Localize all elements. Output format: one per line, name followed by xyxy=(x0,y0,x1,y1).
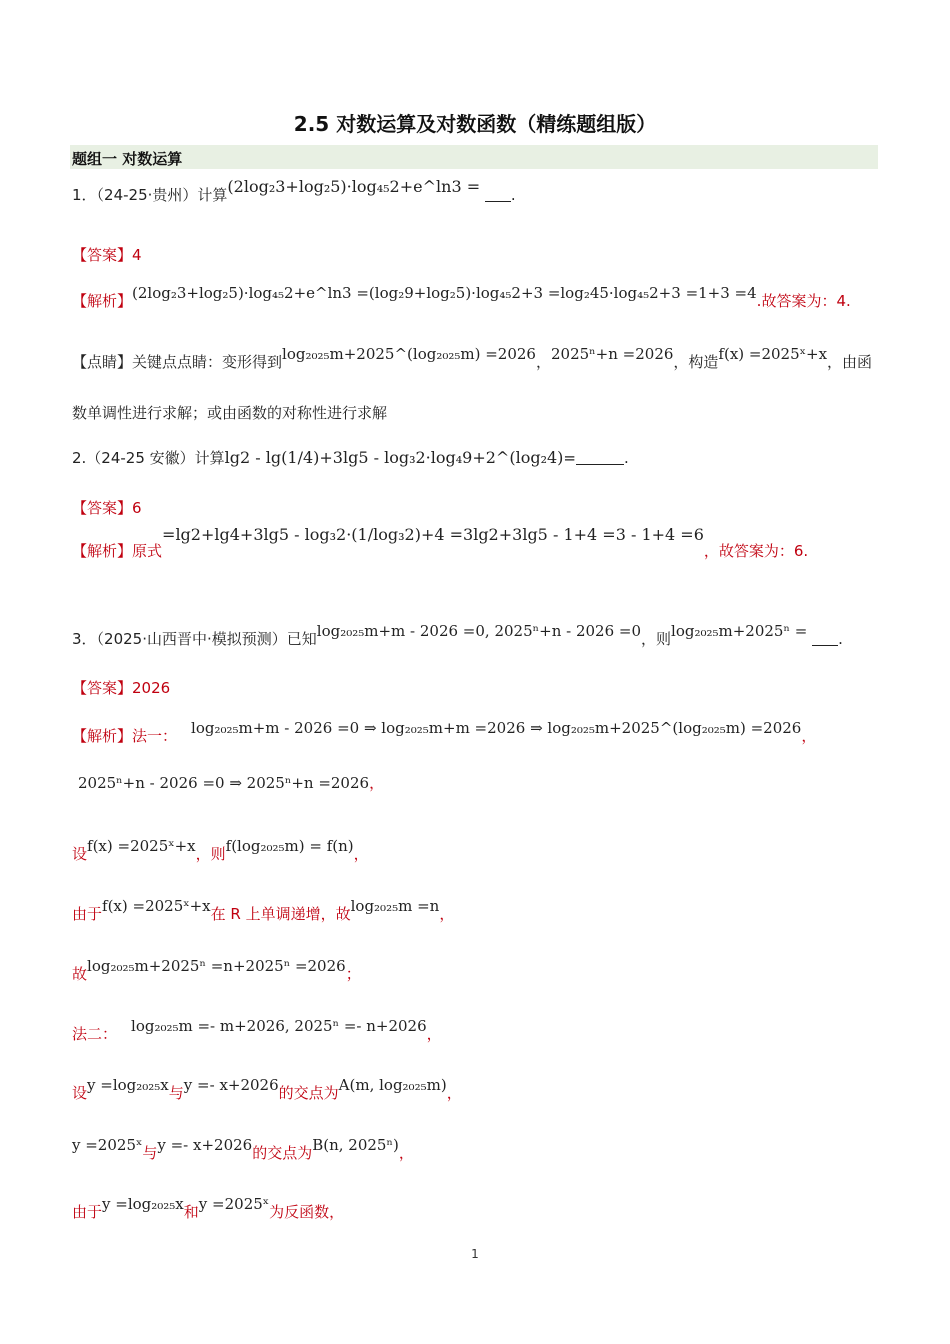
text-and: 与 xyxy=(142,1144,158,1162)
text-therefore: 故 xyxy=(72,965,88,983)
q3-exp-curve-2: y =2025ˣ xyxy=(198,1195,270,1213)
method-1-label: 法一： xyxy=(132,727,178,745)
q1-solution-line xyxy=(72,284,851,311)
q3-line-7 xyxy=(72,1076,462,1103)
q3-point-a: A(m, log₂₀₂₅m) xyxy=(338,1076,447,1094)
q1-expression: (2log₂3+log₂5)·log₄₅2+e^ln3 = xyxy=(227,177,481,196)
q3-then: ，则 xyxy=(641,630,672,648)
q2-solution-prefix: 原式 xyxy=(132,542,163,560)
q2-answer-blank xyxy=(576,450,624,465)
comma: ， xyxy=(801,727,817,745)
q3-line-4 xyxy=(72,897,455,924)
q3-log-curve-2: y =log₂₀₂₅x xyxy=(102,1195,184,1213)
q3-line-5 xyxy=(72,957,361,984)
q3-exp-curve: y =2025ˣ xyxy=(72,1136,143,1154)
q3-line-8 xyxy=(72,1136,414,1163)
q2-answer: 6 xyxy=(132,499,142,517)
tip-expression-3: f(x) =2025ˣ+x xyxy=(718,345,828,363)
q2-solution-expression: =lg2+lg4+3lg5 - log₃2·(1/log₃2)+4 =3lg2+3lg5 - 1+4 =3 - 1+4 =6 xyxy=(162,525,704,544)
text-intersection: 的交点为 xyxy=(252,1144,313,1162)
q3-line-2 xyxy=(72,772,384,793)
q1-solution-end: .故答案为：4. xyxy=(756,292,851,310)
q3-log-curve: y =log₂₀₂₅x xyxy=(87,1076,169,1094)
q1-stem-line: 1．（24-25·贵州）计算(2log₂3+log₂5)·log₄₅2+e^ln3 = . xyxy=(72,177,516,204)
q2-equals: = xyxy=(563,449,576,467)
group-heading: 题组一 对数运算 xyxy=(72,150,183,168)
comma: ， xyxy=(398,1144,414,1162)
q2-stem-line xyxy=(72,447,629,468)
analysis-label: 【解析】 xyxy=(72,292,133,310)
comma: ， xyxy=(426,1025,442,1043)
q3-stem: 3．（2025·山西晋中·模拟预测）已知 xyxy=(72,630,317,648)
q2-solution-end: ，故答案为：6. xyxy=(703,542,809,560)
text-then: ，则 xyxy=(195,845,226,863)
q3-line-eq: y =- x+2026 xyxy=(183,1076,279,1094)
comma: ， xyxy=(439,905,455,923)
q3-answer-line xyxy=(72,677,170,698)
page-number: 1 xyxy=(471,1247,479,1261)
tip-label: 【点睛】 xyxy=(72,353,133,371)
q2-solution-line xyxy=(72,525,809,561)
q3-derivation-2: 2025ⁿ+n - 2026 =0 ⇒ 2025ⁿ+n =2026 xyxy=(78,774,370,792)
q3-end: . xyxy=(838,630,843,648)
comma: ， xyxy=(446,1084,462,1102)
q3-stem-line xyxy=(72,622,843,649)
q2-end: . xyxy=(623,449,629,467)
q3-function-def-2: f(x) =2025ˣ+x xyxy=(102,897,211,915)
q3-function-eq: f(log₂₀₂₅m) = f(n) xyxy=(225,837,354,855)
tip-separator: ， xyxy=(535,353,551,371)
q2-expression: lg2 - lg(1/4)+3lg5 - log₃2·log₄9+2^(log₂4) xyxy=(224,448,564,467)
q3-point-b: B(n, 2025ⁿ) xyxy=(312,1136,399,1154)
text-let: 设 xyxy=(72,845,88,863)
tip-text-construct: ，构造 xyxy=(673,353,719,371)
q2-answer-line xyxy=(72,497,142,518)
text-since: 由于 xyxy=(72,905,103,923)
q1-solution-expression: (2log₂3+log₂5)·log₄₅2+e^ln3 =(log₂9+log₂5)·log₄₅2+3 =log₂45·log₄₅2+3 =1+3 =4 xyxy=(132,284,757,302)
text-monotonic: 在 R 上单调递增，故 xyxy=(210,905,351,923)
q3-method2-equations: log₂₀₂₅m =- m+2026, 2025ⁿ =- n+2026 xyxy=(131,1017,427,1035)
q1-answer-line xyxy=(72,244,142,265)
analysis-label: 【解析】 xyxy=(72,727,133,745)
analysis-label: 【解析】 xyxy=(72,542,133,560)
tip-text: 关键点点睛：变形得到 xyxy=(132,353,283,371)
comma: ， xyxy=(353,845,369,863)
text-since: 由于 xyxy=(72,1203,103,1221)
q3-expression: log₂₀₂₅m+m - 2026 =0, 2025ⁿ+n - 2026 =0 xyxy=(316,622,642,640)
q3-log-eq-n: log₂₀₂₅m =n xyxy=(350,897,440,915)
q3-method1-line xyxy=(72,719,817,746)
q3-derivation-1: log₂₀₂₅m+m - 2026 =0 ⇒ log₂₀₂₅m+m =2026 ⇒ log₂₀₂₅m+2025^(log₂₀₂₅m) =2026 xyxy=(191,719,802,737)
text-let: 设 xyxy=(72,1084,88,1102)
q3-line-9 xyxy=(72,1195,345,1222)
q1-stem: 1．（24-25·贵州）计算 xyxy=(72,186,228,204)
q3-method2-line xyxy=(72,1017,442,1044)
q3-expression-2: log₂₀₂₅m+2025ⁿ = xyxy=(671,622,808,640)
q3-line-eq-2: y =- x+2026 xyxy=(157,1136,253,1154)
q3-answer: 2026 xyxy=(132,679,171,697)
tip-expression-2: 2025ⁿ+n =2026 xyxy=(551,345,674,363)
q2-stem: 2.（24-25 安徽）计算 xyxy=(72,449,225,467)
comma: ， xyxy=(369,774,385,792)
q3-result: log₂₀₂₅m+2025ⁿ =n+2025ⁿ =2026 xyxy=(87,957,346,975)
method-2-label: 法二： xyxy=(72,1025,118,1043)
text-intersection: 的交点为 xyxy=(278,1084,339,1102)
q3-line-3 xyxy=(72,837,369,864)
semicolon: ； xyxy=(345,965,361,983)
text-inverse-functions: 为反函数， xyxy=(269,1203,345,1221)
text-and: 和 xyxy=(183,1203,199,1221)
answer-label: 【答案】 xyxy=(72,679,133,697)
group-heading-bar xyxy=(70,145,878,169)
answer-label: 【答案】 xyxy=(72,246,133,264)
text-and: 与 xyxy=(168,1084,184,1102)
q3-answer-blank xyxy=(812,631,838,646)
q1-answer: 4 xyxy=(132,246,142,264)
page-title: 2.5 对数运算及对数函数（精练题组版） xyxy=(293,112,657,136)
q1-answer-blank xyxy=(485,187,511,202)
tip-expression-1: log₂₀₂₅m+2025^(log₂₀₂₅m) =2026 xyxy=(282,345,536,363)
tip-text-by: ，由函 xyxy=(827,353,873,371)
answer-label: 【答案】 xyxy=(72,499,133,517)
q1-tip-line xyxy=(72,345,873,372)
q1-tip-continuation: 数单调性进行求解；或由函数的对称性进行求解 xyxy=(72,404,388,422)
q3-function-def: f(x) =2025ˣ+x xyxy=(87,837,196,855)
